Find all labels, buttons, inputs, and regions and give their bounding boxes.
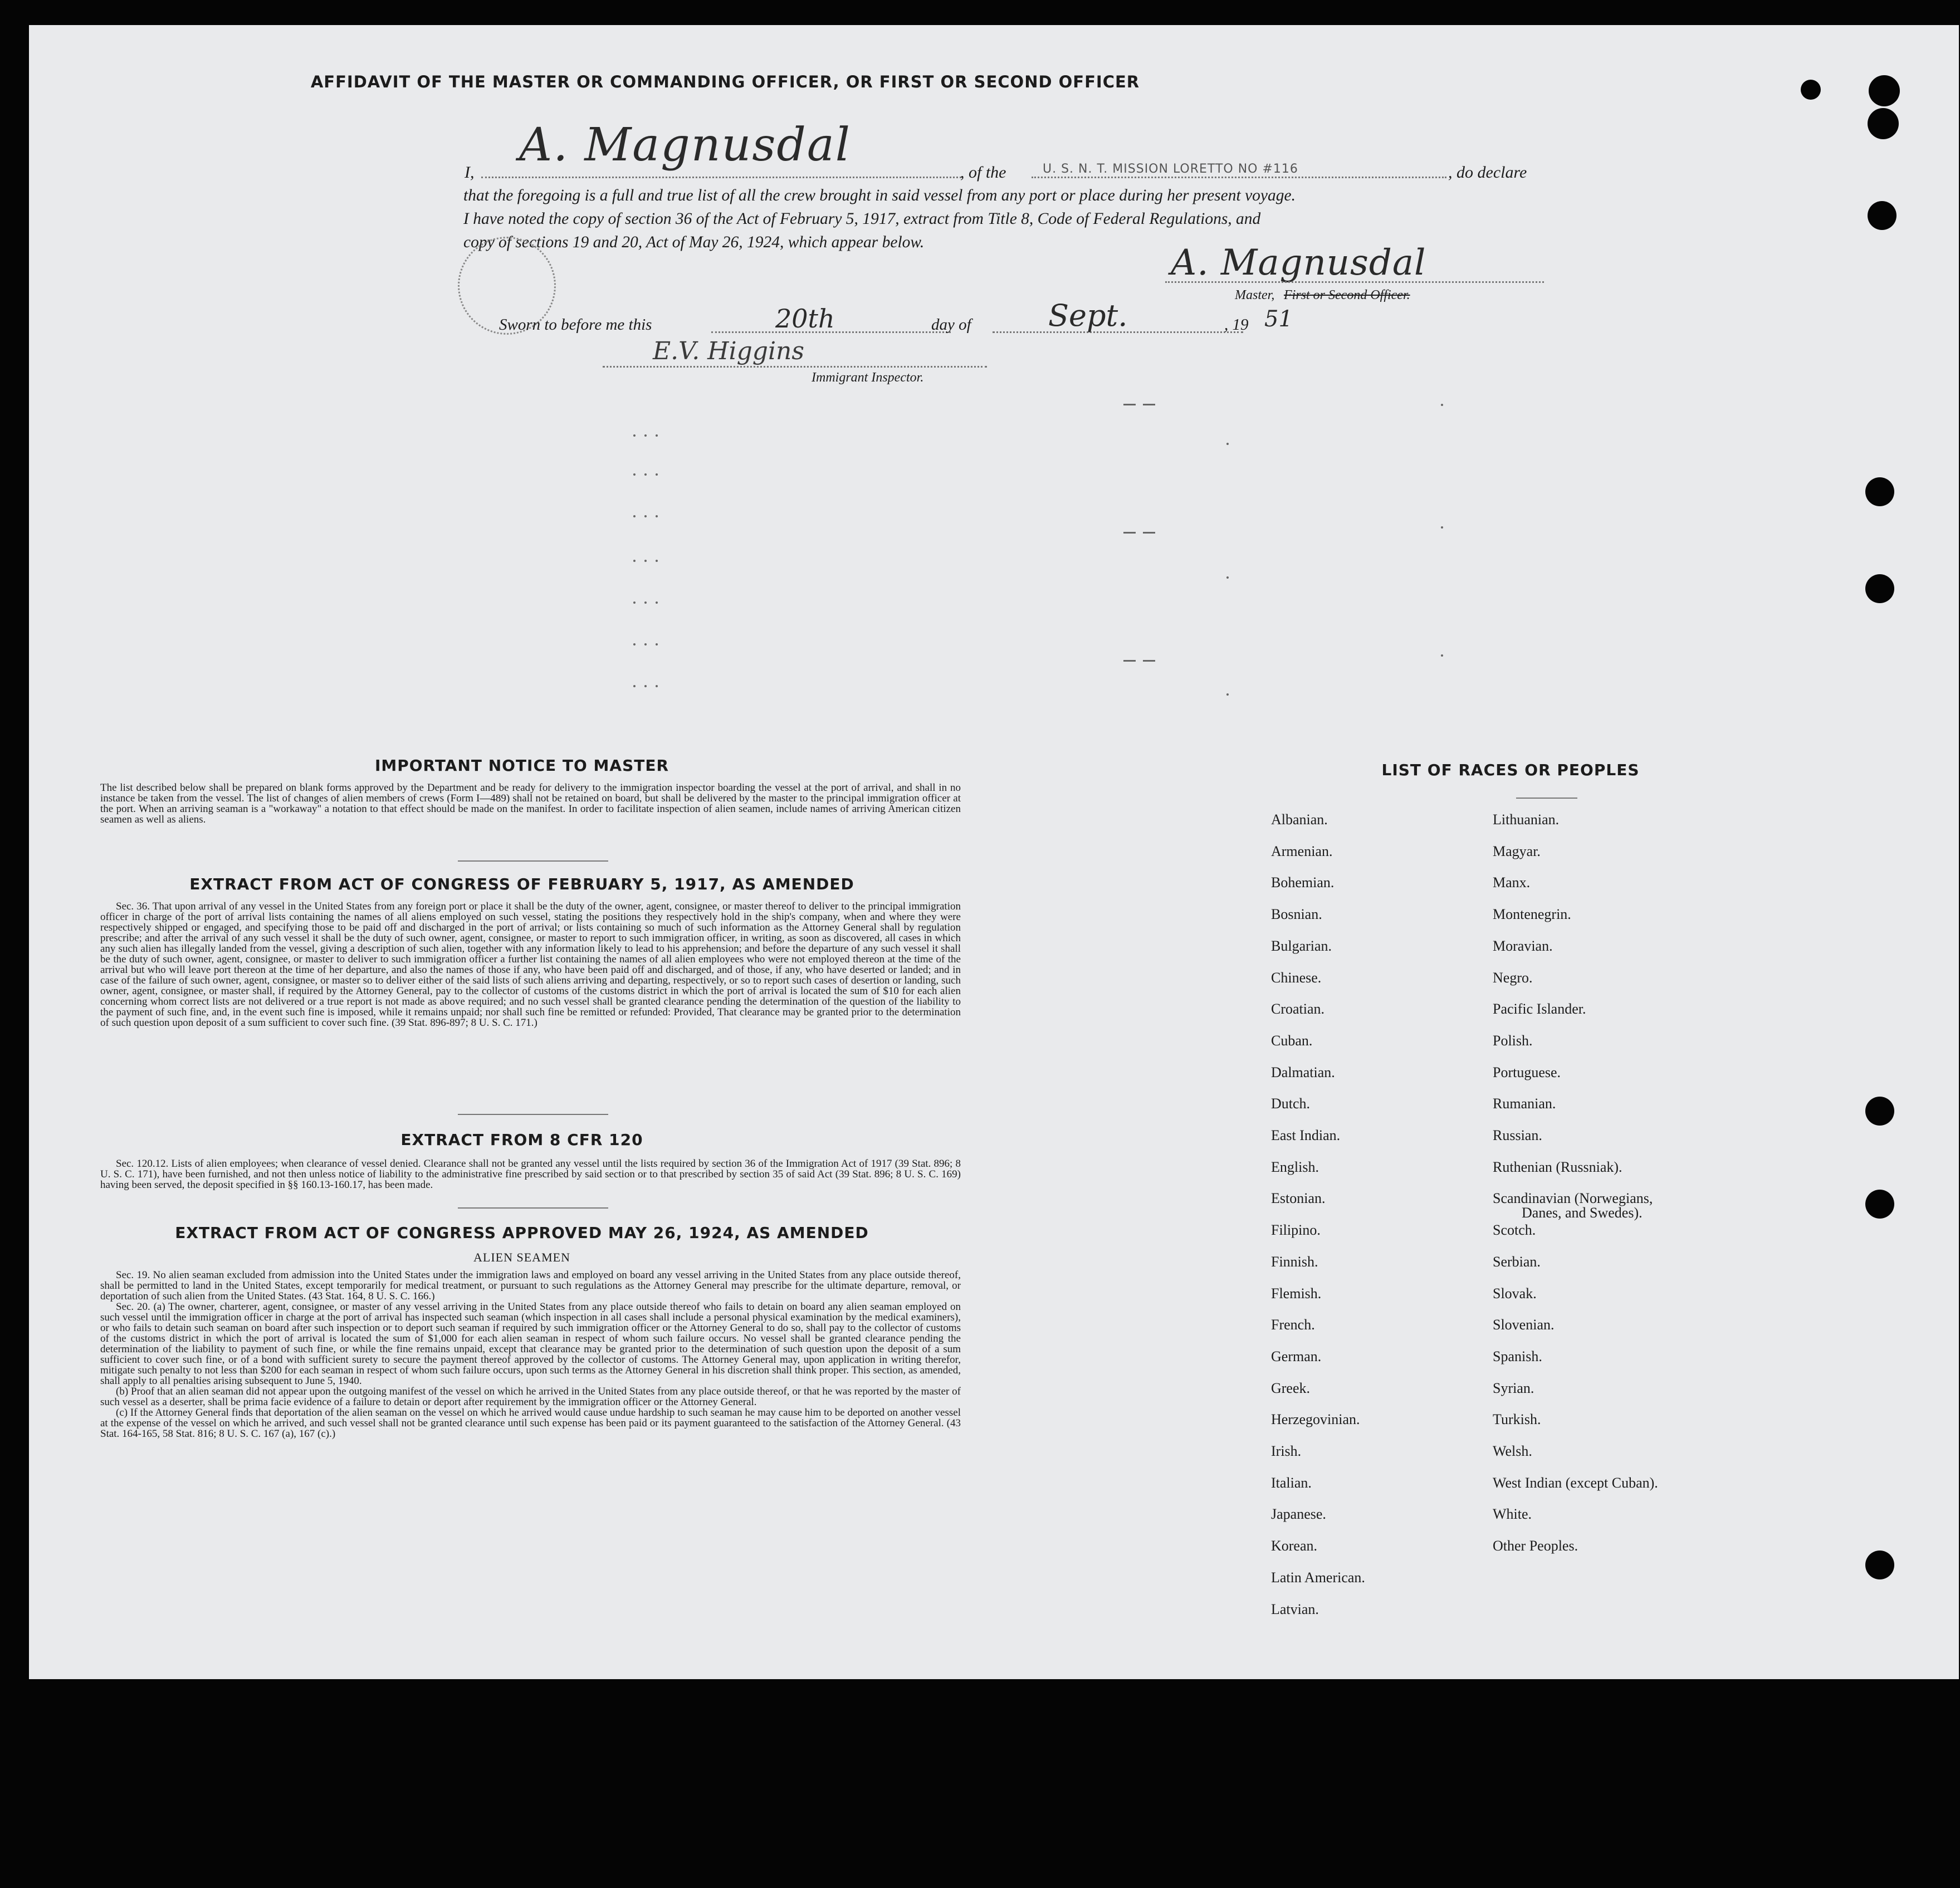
race-item: Moravian. <box>1493 937 1553 954</box>
extract-1917-title: EXTRACT FROM ACT OF CONGRESS OF FEBRUARY 5, 1917, AS AMENDED <box>189 875 854 893</box>
race-item: Irish. <box>1271 1443 1302 1459</box>
vessel-name-line <box>1032 177 1446 178</box>
affidavit-title: AFFIDAVIT OF THE MASTER OR COMMANDING OFFICER, OR FIRST OR SECOND OFFICER <box>310 72 1140 91</box>
officer-name-line <box>481 177 961 178</box>
race-item: Danes, and Swedes). <box>1522 1205 1643 1221</box>
section-rule <box>458 1114 608 1115</box>
declaration-line-4: copy of sections 19 and 20, Act of May 26, 1924, which appear below. <box>463 233 925 251</box>
cfr-120-body: Sec. 120.12. Lists of alien employees; when clearance of vessel denied. Clearance shall not be granted any vessel until the lists required by section 36 of the Immigration Act of 1917 (39 Stat. 896; 8 U. S. C. 171), have been furnished, and not then unless notice of liability to the administrative fine prescribed by said section or to that prescribed by section 35 of said Act (39 Stat. 896; 8 U. S. C. 169) having been served, the deposit specified in §§ 160.13-160.17, has been made. <box>100 1158 961 1191</box>
race-item: White. <box>1493 1506 1532 1523</box>
inspector-signature-line <box>603 366 987 368</box>
race-item: Turkish. <box>1493 1411 1541 1428</box>
races-title-rule <box>1516 798 1577 799</box>
race-item: Pacific Islander. <box>1493 1001 1586 1018</box>
races-title: LIST OF RACES OR PEOPLES <box>1381 761 1640 779</box>
sworn-day: 20th <box>775 304 835 334</box>
race-item: Estonian. <box>1271 1190 1326 1207</box>
section-rule <box>458 1207 608 1209</box>
race-item: Syrian. <box>1493 1380 1534 1396</box>
race-item: Other Peoples. <box>1493 1538 1578 1554</box>
race-item: Scandinavian (Norwegians, <box>1493 1190 1653 1207</box>
race-item: Flemish. <box>1271 1285 1322 1302</box>
day-of-label: day of <box>931 316 971 334</box>
master-signature-line <box>1165 281 1544 283</box>
race-item: Japanese. <box>1271 1506 1326 1523</box>
race-item: Cuban. <box>1271 1032 1313 1049</box>
race-item: Rumanian. <box>1493 1095 1556 1112</box>
race-item: Italian. <box>1271 1474 1312 1491</box>
race-item: Finnish. <box>1271 1253 1318 1270</box>
race-item: Latvian. <box>1271 1601 1319 1617</box>
notice-title: IMPORTANT NOTICE TO MASTER <box>374 756 669 775</box>
inspector-signature: E.V. Higgins <box>653 337 804 365</box>
race-item: Lithuanian. <box>1493 811 1560 828</box>
section-rule <box>458 860 608 862</box>
race-item: Spanish. <box>1493 1348 1542 1364</box>
document-page <box>29 25 1959 1679</box>
declaration-line-2: that the foregoing is a full and true list of all the crew brought in said vessel from any port or place during her present voyage. <box>463 187 1296 204</box>
notice-body: The list described below shall be prepared on blank forms approved by the Department and be ready for delivery to the immigration inspector boarding the vessel at the port of arrival, and shall in no instance be taken from the vessel. The list of changes of alien members of crews (Form I—489) shall not be retained on board, but shall be delivered by the master to the principal immigration officer at the port. When an arriving seaman is a "workaway" a notation to that effect should be made on the manifest. In order to facilitate inspection of alien seamen, include names of arriving American citizen seamen as well as aliens. <box>100 782 961 825</box>
race-item: Latin American. <box>1271 1569 1365 1586</box>
race-item: French. <box>1271 1317 1315 1333</box>
race-item: Scotch. <box>1493 1222 1536 1239</box>
sworn-month: Sept. <box>1048 298 1128 333</box>
extract-1924-title: EXTRACT FROM ACT OF CONGRESS APPROVED MAY 26, 1924, AS AMENDED <box>175 1224 869 1242</box>
binder-hole <box>1865 574 1894 603</box>
race-item: Magyar. <box>1493 843 1541 859</box>
extract-1917-body: Sec. 36. That upon arrival of any vessel in the United States from any foreign port or place it shall be the duty of the owner, agent, consignee, or master thereof to deliver to the principal immigration officer in charge of the port of arrival lists containing the names of all aliens employed on such vessel, stating the positions they respectively hold in the ship's company, when and where they were respectively shipped or engaged, and specifying those to be paid off and discharged in the port of arrival; or lists containing so much of such information as the Attorney General shall by regulation prescribe; and after the arrival of any such vessel it shall be the duty of such owner, agent, consignee, or master to report to such immigration officer, in writing, as soon as discovered, all cases in which any such alien has illegally landed from the vessel, giving a description of such alien, together with any information likely to lead to his apprehension; and before the departure of any such vessel it shall be the duty of such owner, agent, consignee, or master to deliver to such immigration officer a further list containing the names of all alien employees who were not employed thereon at the time of the arrival but who will leave port thereon at the time of her departure, and also the names of those if any, who have been paid off and discharged, and of those, if any, who have deserted or landed; and in case of the failure of such owner, agent, consignee, or master so to deliver either of the said lists of such aliens arriving and departing, respectively, or so to report such cases of desertion or landing, such owner, agent, consignee, or master shall, if required by the Attorney General, pay to the collector of customs of the customs district in which the port of arrival is located the sum of $10 for each alien concerning whom correct lists are not delivered or a true report is not made as above required; and no such vessel shall be granted clearance pending the determination of the question of the liability to the payment of such fine, and, in the event such fine is imposed, while it remains unpaid; nor shall such fine be remitted or refunded: Provided, That clearance may be granted prior to the determination of such question upon deposit of a sum sufficient to cover such fine. (39 Stat. 896-897; 8 U. S. C. 171.) <box>100 901 961 1029</box>
race-item: German. <box>1271 1348 1322 1364</box>
race-item: Slovenian. <box>1493 1317 1555 1333</box>
race-item: English. <box>1271 1158 1319 1175</box>
binder-hole <box>1869 75 1900 106</box>
alien-seamen-subtitle: ALIEN SEAMEN <box>473 1250 570 1264</box>
binder-hole <box>1865 1190 1894 1219</box>
race-item: Dalmatian. <box>1271 1064 1335 1080</box>
race-item: Bulgarian. <box>1271 937 1332 954</box>
of-the-label: , of the <box>960 163 1006 182</box>
race-item: Welsh. <box>1493 1443 1532 1459</box>
race-item: Dutch. <box>1271 1095 1311 1112</box>
race-item: Polish. <box>1493 1032 1533 1049</box>
race-item: Montenegrin. <box>1493 906 1571 923</box>
section-19-text: Sec. 19. No alien seaman excluded from admission into the United States under the immigration laws and employed on board any vessel arriving in the United States from any place outside thereof, shall be permitted to land in the United States, except temporarily for medical treatment, or pursuant to such regulations as the Attorney General may prescribe for the ultimate departure, removal, or deportation of such alien from the United States. (43 Stat. 164, 8 U. S. C. 166.) <box>100 1269 961 1302</box>
section-20c-text: (c) If the Attorney General finds that deportation of the alien seaman on the vessel on which he arrived would cause undue hardship to such seaman he may cause him to be deported on another vessel at the expense of the vessel on which he arrived, and such vessel shall not be granted clearance until such expense has been paid or its payment guaranteed to the satisfaction of the Attorney General. (43 Stat. 164-165, 58 Stat. 816; 8 U. S. C. 167 (a), 167 (c).) <box>100 1407 961 1440</box>
race-item: East Indian. <box>1271 1127 1341 1143</box>
race-item: Serbian. <box>1493 1253 1541 1270</box>
binder-hole <box>1865 477 1894 506</box>
struck-officer-label: First or Second Officer. <box>1284 288 1410 302</box>
binder-hole <box>1868 201 1897 230</box>
cfr-120-title: EXTRACT FROM 8 CFR 120 <box>400 1131 643 1149</box>
race-item: Bosnian. <box>1271 906 1322 923</box>
race-item: Armenian. <box>1271 843 1333 859</box>
binder-hole <box>1865 1097 1894 1126</box>
race-item: Ruthenian (Russniak). <box>1493 1158 1622 1175</box>
inspector-label: Immigrant Inspector. <box>812 370 924 385</box>
binder-hole <box>1868 108 1899 139</box>
race-item: West Indian (except Cuban). <box>1493 1474 1658 1491</box>
extract-1924-body <box>100 1270 961 1439</box>
i-label: I, <box>465 163 475 182</box>
do-declare-label: , do declare <box>1448 163 1527 182</box>
section-20a-text: Sec. 20. (a) The owner, charterer, agent, consignee, or master of any vessel arriving in the United States from any place outside thereof who fails to detain on board any alien seaman employed on such vessel until the immigration officer in charge at the port of arrival has inspected such seaman (which inspection in all cases shall include a personal physical examination by the medical examiners), or who fails to detain such seaman on board after such inspection or to deport such seaman if required by such immigration officer or the Attorney General to do so, shall pay to the collector of customs of the customs district in which the port of arrival is located the sum of $1,000 for each alien seaman in respect of whom such failure occurs. No vessel shall be granted clearance pending the determination of the liability to payment of such fine, or while the fine remains unpaid, except that clearance may be granted prior to the determination of such question upon the deposit of a sum sufficient to cover such fine, or of a bond with sufficient surety to secure the payment thereof approved by the collector of customs. The Attorney General may, upon application in writing therefor, mitigate such penalty to not less than $200 for each seaman in respect of whom such failure occurs, upon such terms as the Attorney General in his discretion shall think proper. This section, as amended, shall apply to all penalties arising subsequent to June 5, 1940. <box>100 1301 961 1387</box>
binder-hole <box>1801 80 1821 100</box>
section-20b-text: (b) Proof that an alien seaman did not appear upon the outgoing manifest of the vessel on which he arrived in the United States from any place outside thereof, or that he was reported by the master of such vessel as a deserter, shall be prima facie evidence of a failure to detain or deport after requirement by the immigration officer or the Attorney General. <box>100 1386 961 1408</box>
sworn-label: Sworn to before me this <box>499 316 652 334</box>
race-item: Chinese. <box>1271 969 1322 986</box>
race-item: Slovak. <box>1493 1285 1537 1302</box>
master-label: Master, <box>1235 288 1275 302</box>
year-prefix: , 19 <box>1224 316 1249 334</box>
race-item: Russian. <box>1493 1127 1542 1143</box>
vessel-name: U. S. N. T. MISSION LORETTO NO #116 <box>1043 162 1298 176</box>
declaration-line-3: I have noted the copy of section 36 of the Act of February 5, 1917, extract from Title 8, Code of Federal Regulations, and <box>463 210 1261 228</box>
race-item: Manx. <box>1493 874 1531 891</box>
race-item: Portuguese. <box>1493 1064 1561 1080</box>
race-item: Negro. <box>1493 969 1533 986</box>
race-item: Greek. <box>1271 1380 1311 1396</box>
race-item: Filipino. <box>1271 1222 1321 1239</box>
race-item: Herzegovinian. <box>1271 1411 1360 1428</box>
race-item: Croatian. <box>1271 1001 1325 1018</box>
race-item: Albanian. <box>1271 811 1328 828</box>
race-item: Bohemian. <box>1271 874 1335 891</box>
master-signature: A. Magnusdal <box>1171 242 1426 283</box>
binder-hole <box>1865 1550 1894 1579</box>
officer-signature: A. Magnusdal <box>519 119 851 172</box>
sworn-year: 51 <box>1264 306 1293 332</box>
race-item: Korean. <box>1271 1538 1318 1554</box>
